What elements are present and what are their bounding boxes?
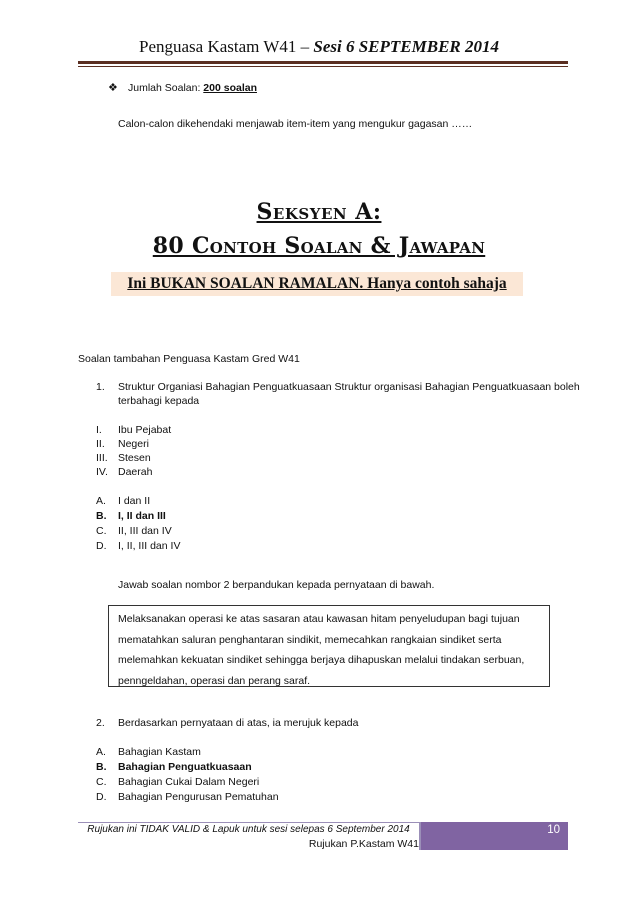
q2-option-label: A.: [96, 746, 106, 758]
page-number-box: [421, 822, 568, 850]
question-1-text: Struktur Organiasi Bahagian Penguatkuasaan Struktur organisasi Bahagian Penguatkuasaan boleh terbahagi kepada: [118, 381, 580, 407]
page-header-title: [0, 37, 638, 57]
question-2-instruction: Jawab soalan nombor 2 berpandukan kepada pernyataan di bawah.: [118, 579, 435, 591]
header-rule-thick: [78, 61, 568, 64]
q1-item-label: I.: [96, 424, 102, 436]
header-title-session: Sesi 6 SEPTEMBER 2014: [313, 37, 499, 56]
q1-option-text-answer: I, II dan III: [118, 510, 166, 522]
q2-option-label: D.: [96, 791, 107, 803]
q1-item-label: IV.: [96, 466, 108, 478]
q1-item-text: Negeri: [118, 438, 149, 450]
q1-item-text: Stesen: [118, 452, 151, 464]
jumlah-value: 200 soalan: [203, 82, 257, 94]
q2-option-text: Bahagian Pengurusan Pematuhan: [118, 791, 279, 803]
passage-text: Melaksanakan operasi ke atas sasaran atau kawasan hitam penyeludupan bagi tujuan mematahkan saluran penghantaran sindikit, memecahkan rangkaian sindiket serta melemahkan kekuatan sindiket sehingga berjaya dihapuskan melalui tindakan serbuan, penngeldahan, operasi dan perang saraf.: [118, 613, 525, 687]
q1-option-label-answer: B.: [96, 510, 107, 522]
q1-option-text: I, II, III dan IV: [118, 540, 181, 552]
page-number: 10: [547, 824, 560, 836]
q1-item-text: Ibu Pejabat: [118, 424, 172, 436]
q2-option-text: Bahagian Kastam: [118, 746, 201, 758]
q1-option-label: C.: [96, 525, 107, 537]
q1-item-label: II.: [96, 438, 105, 450]
disclaimer-text: Ini BUKAN SOALAN RAMALAN. Hanya contoh sahaja: [127, 275, 507, 292]
section-subtitle: 80 Contoh Soalan & Jawapan: [152, 233, 486, 259]
footer-validity-note: Rujukan ini TIDAK VALID & Lapuk untuk sesi selepas 6 September 2014: [87, 824, 410, 835]
header-rule-thin: [78, 66, 568, 67]
question-2-text: Berdasarkan pernyataan di atas, ia merujuk kepada: [118, 717, 359, 729]
q1-item-label: III.: [96, 452, 108, 464]
header-title-plain: Penguasa Kastam W41 –: [139, 37, 314, 56]
q2-option-text-answer: Bahagian Penguatkuasaan: [118, 761, 252, 773]
q2-option-label: C.: [96, 776, 107, 788]
q2-option-label-answer: B.: [96, 761, 107, 773]
question-2-number: 2.: [96, 717, 105, 729]
section-title: Seksyen A:: [256, 199, 382, 225]
q1-option-label: D.: [96, 540, 107, 552]
calon-instruction: Calon-calon dikehendaki menjawab item-item yang mengukur gagasan ……: [118, 118, 473, 130]
q1-item-text: Daerah: [118, 466, 153, 478]
jumlah-soalan-line: [108, 81, 257, 95]
jumlah-label: Jumlah Soalan:: [128, 82, 204, 94]
q1-option-label: A.: [96, 495, 106, 507]
question-1-number: 1.: [96, 381, 105, 393]
diamond-bullet-icon: ❖: [108, 82, 118, 94]
disclaimer-banner: [111, 272, 523, 296]
questions-intro: Soalan tambahan Penguasa Kastam Gred W41: [78, 353, 300, 365]
footer-reference: Rujukan P.Kastam W41: [308, 838, 419, 850]
q2-option-text: Bahagian Cukai Dalam Negeri: [118, 776, 260, 788]
q1-option-text: II, III dan IV: [118, 525, 172, 537]
q1-option-text: I dan II: [118, 495, 151, 507]
